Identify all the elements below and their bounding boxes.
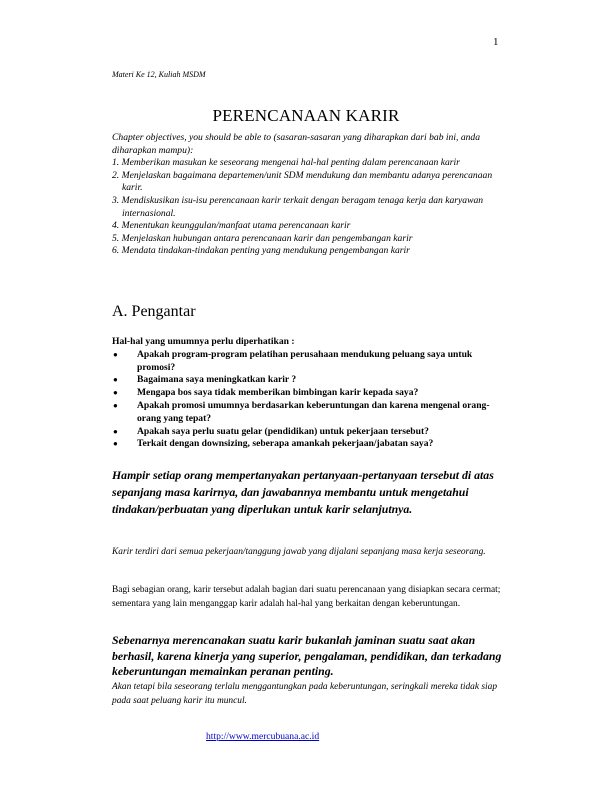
footer-link[interactable]: http://www.mercubuana.ac.id (206, 731, 320, 742)
bullet-icon: ● (113, 349, 118, 359)
bullet-text: Bagaimana saya meningkatkan karir ? (137, 374, 297, 386)
list-item (112, 349, 502, 375)
section-title: A. Pengantar (112, 303, 196, 320)
list-item (112, 426, 502, 439)
body-paragraph: Bagi sebagian orang, karir tersebut adalah bagian dari suatu perencanaan yang disiapkan secara cermat; sementara yang lain menganggap karir adalah hal-hal yang berkaitan dengan keberuntungan. (112, 585, 501, 609)
bullet-text: Apakah promosi umumnya berdasarkan keberuntungan dan karena mengenal orang-orang yang tepat? (137, 399, 490, 424)
bullets-intro: Hal-hal yang umumnya perlu diperhatikan : (112, 336, 295, 347)
objective-item: 2. Menjelaskan bagaimana departemen/unit SDM mendukung dan membantu adanya perencanaan karir. (112, 169, 493, 194)
bullet-icon: ● (113, 388, 118, 398)
objective-item: 5. Menjelaskan hubungan antara perencanaan karir dan pengembangan karir (112, 232, 413, 244)
bullet-text: Terkait dengan downsizing, seberapa amankah pekerjaan/jabatan saya? (137, 438, 434, 450)
objectives-intro: Chapter objectives, you should be able to (sasaran-sasaran yang diharapkan dari bab ini, anda diharapkan mampu): (112, 132, 481, 156)
objective-item: 3. Mendiskusikan isu-isu perencanaan karir terkait dengan beragam tenaga kerja dan karyawan internasional. (112, 194, 484, 219)
bullet-icon: ● (113, 426, 118, 436)
list-item (112, 438, 502, 451)
bullet-text: Apakah program-program pelatihan perusahaan mendukung peluang saya untuk promosi? (137, 348, 473, 373)
emphasis-paragraph: Hampir setiap orang mempertanyakan pertanyaan-pertanyaan tersebut di atas sepanjang masa karirnya, dan jawabannya membantu untuk mengetahui tindakan/perbuatan yang diperlukan untuk karir selanjutnya. (112, 468, 494, 516)
list-item (112, 387, 502, 400)
bullet-list (112, 349, 502, 451)
bullet-icon: ● (113, 400, 118, 410)
bullet-text: Apakah saya perlu suatu gelar (pendidikan) untuk pekerjaan tersebut? (137, 425, 429, 437)
objectives-block (112, 132, 502, 258)
closing-paragraph: Akan tetapi bila seseorang terlalu menggantungkan pada keberuntungan, seringkali mereka tidak siap pada saat peluang karir itu muncul. (112, 682, 498, 706)
objective-item: 4. Menentukan keunggulan/manfaat utama perencanaan karir (112, 220, 351, 232)
objective-item: 1. Memberikan masukan ke seseorang mengenai hal-hal penting dalam perencanaan karir (112, 157, 460, 169)
header-meta: Materi Ke 12, Kuliah MSDM (112, 70, 206, 79)
bullet-text: Mengapa bos saya tidak memberikan bimbingan karir kepada saya? (137, 387, 419, 399)
bullet-icon: ● (113, 439, 118, 449)
page-number: 1 (493, 36, 499, 48)
bullet-icon: ● (113, 375, 118, 385)
career-definition-paragraph: Karir terdiri dari semua pekerjaan/tanggung jawab yang dijalani sepanjang masa kerja seseorang. (112, 547, 486, 557)
emphasis-paragraph-2: Sebenarnya merencanakan suatu karir bukanlah jaminan suatu saat akan berhasil, karena kinerja yang superior, pengalaman, pendidikan, dan terkadang keberuntungan memainkan peranan penting. (112, 633, 502, 678)
list-item (112, 400, 502, 426)
bullet-list-block (112, 336, 502, 451)
objective-item: 6. Mendata tindakan-tindakan penting yang mendukung pengembangan karir (112, 245, 410, 257)
list-item (112, 374, 502, 387)
page-title: PERENCANAAN KARIR (212, 106, 400, 125)
